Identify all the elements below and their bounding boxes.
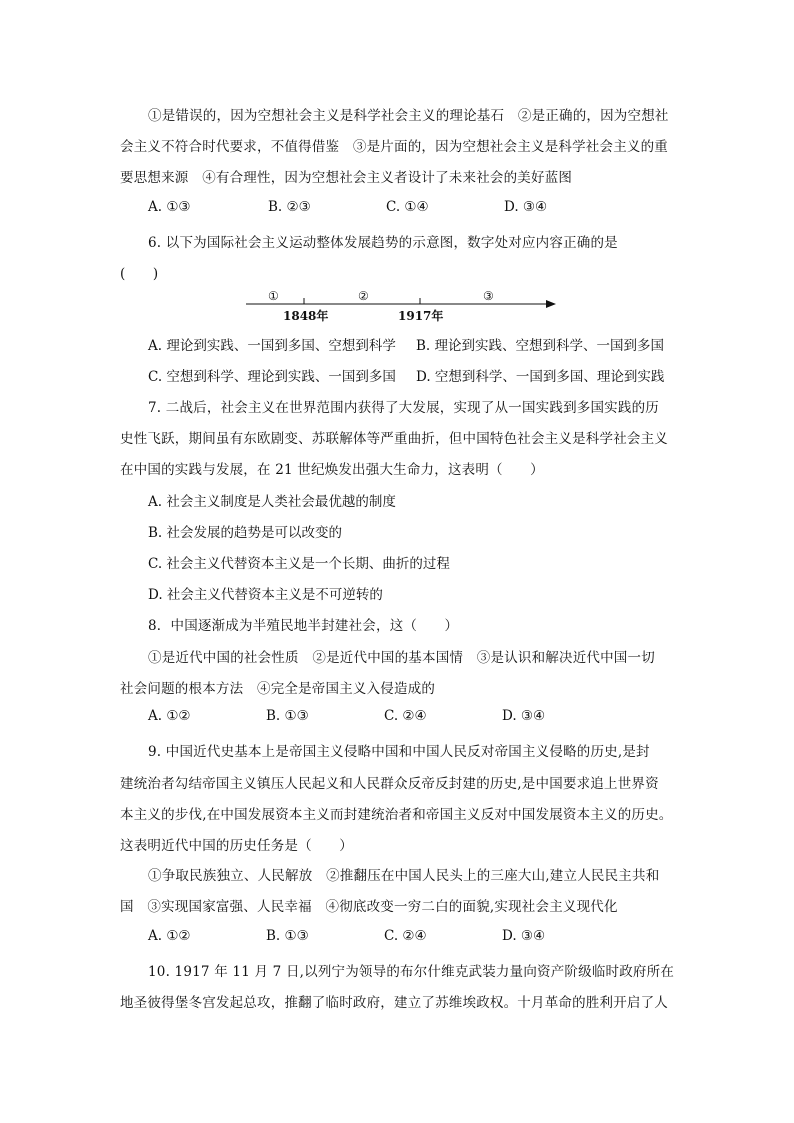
q7-option-a[interactable]: A. 社会主义制度是人类社会最优越的制度 xyxy=(148,494,396,510)
q6-timeline-diagram xyxy=(246,288,566,328)
timeline-year-1848: 1848年 xyxy=(283,309,329,323)
q6-option-a[interactable]: A. 理论到实践、一国到多国、空想到科学 xyxy=(148,338,396,354)
q8-option-a[interactable]: A. ①② xyxy=(148,708,191,724)
timeline-mark-2: ② xyxy=(358,289,369,303)
q5-line-1: ①是错误的，因为空想社会主义是科学社会主义的理论基石 ②是正确的，因为空想社 xyxy=(148,108,669,124)
q8-line-2: 社会问题的根本方法 ④完全是帝国主义入侵造成的 xyxy=(120,681,436,697)
q6-answer-paren: ( ) xyxy=(120,266,159,282)
q9-sub-2: 国 ③实现国家富强、人民幸福 ④彻底改变一穷二白的面貌,实现社会主义现代化 xyxy=(120,899,618,915)
q6-stem: 6. 以下为国际社会主义运动整体发展趋势的示意图，数字处对应内容正确的是 xyxy=(148,235,618,251)
q5-line-2: 会主义不符合时代要求，不值得借鉴 ③是片面的，因为空想社会主义是科学社会主义的重 xyxy=(120,139,668,155)
q10-line-1: 10. 1917 年 11 月 7 日,以列宁为领导的布尔什维克武装力量向资产阶级临时政府所在 xyxy=(148,964,675,980)
q9-line-2: 建统治者勾结帝国主义镇压人民起义和人民群众反帝反封建的历史,是中国要求追上世界资 xyxy=(120,776,659,792)
q5-line-3: 要思想来源 ④有合理性，因为空想社会主义者设计了未来社会的美好蓝图 xyxy=(120,170,573,186)
q8-option-c[interactable]: C. ②④ xyxy=(384,708,427,724)
q7-option-d[interactable]: D. 社会主义代替资本主义是不可逆转的 xyxy=(148,587,383,603)
q7-option-c[interactable]: C. 社会主义代替资本主义是一个长期、曲折的过程 xyxy=(148,556,450,572)
q7-line-2: 史性飞跃，期间虽有东欧剧变、苏联解体等严重曲折，但中国特色社会主义是科学社会主义 xyxy=(120,431,668,447)
q9-line-3: 本主义的步伐,在中国发展资本主义而封建统治者和帝国主义反对中国发展资本主义的历史。 xyxy=(120,807,673,823)
timeline-year-1917: 1917年 xyxy=(398,309,444,323)
timeline-mark-1: ① xyxy=(268,289,279,303)
q10-line-2: 地圣彼得堡冬宫发起总攻，推翻了临时政府，建立了苏维埃政权。十月革命的胜利开启了人 xyxy=(120,995,668,1011)
q9-option-a[interactable]: A. ①② xyxy=(148,928,191,944)
q6-option-c[interactable]: C. 空想到科学、理论到实践、一国到多国 xyxy=(148,369,396,385)
q7-line-3: 在中国的实践与发展，在 21 世纪焕发出强大生命力，这表明（ ） xyxy=(120,462,544,478)
q5-option-b[interactable]: B. ②③ xyxy=(268,199,311,215)
q8-line-1: ①是近代中国的社会性质 ②是近代中国的基本国情 ③是认识和解决近代中国一切 xyxy=(148,650,655,666)
q5-option-a[interactable]: A. ①③ xyxy=(148,199,191,215)
q6-option-d[interactable]: D. 空想到科学、一国到多国、理论到实践 xyxy=(416,369,665,385)
q8-option-d[interactable]: D. ③④ xyxy=(502,708,546,724)
q9-option-b[interactable]: B. ①③ xyxy=(266,928,309,944)
q8-option-b[interactable]: B. ①③ xyxy=(266,708,309,724)
q7-option-b[interactable]: B. 社会发展的趋势是可以改变的 xyxy=(148,525,343,541)
q9-line-4: 这表明近代中国的历史任务是（ ） xyxy=(120,838,353,854)
q8-stem: 8．中国逐渐成为半殖民地半封建社会，这（ ） xyxy=(148,618,459,634)
timeline-mark-3: ③ xyxy=(483,289,494,303)
q9-sub-1: ①争取民族独立、人民解放 ②推翻压在中国人民头上的三座大山,建立人民民主共和 xyxy=(148,868,660,884)
q9-line-1: 9. 中国近代史基本上是帝国主义侵略中国和中国人民反对帝国主义侵略的历史,是封 xyxy=(148,744,650,760)
timeline-arrowhead xyxy=(546,300,556,308)
q5-option-d[interactable]: D. ③④ xyxy=(504,199,548,215)
q6-option-b[interactable]: B. 理论到实践、空想到科学、一国到多国 xyxy=(416,338,665,354)
q5-option-c[interactable]: C. ①④ xyxy=(386,199,429,215)
q9-option-d[interactable]: D. ③④ xyxy=(502,928,546,944)
q7-line-1: 7. 二战后，社会主义在世界范围内获得了大发展，实现了从一国实践到多国实践的历 xyxy=(148,400,659,416)
q9-option-c[interactable]: C. ②④ xyxy=(384,928,427,944)
